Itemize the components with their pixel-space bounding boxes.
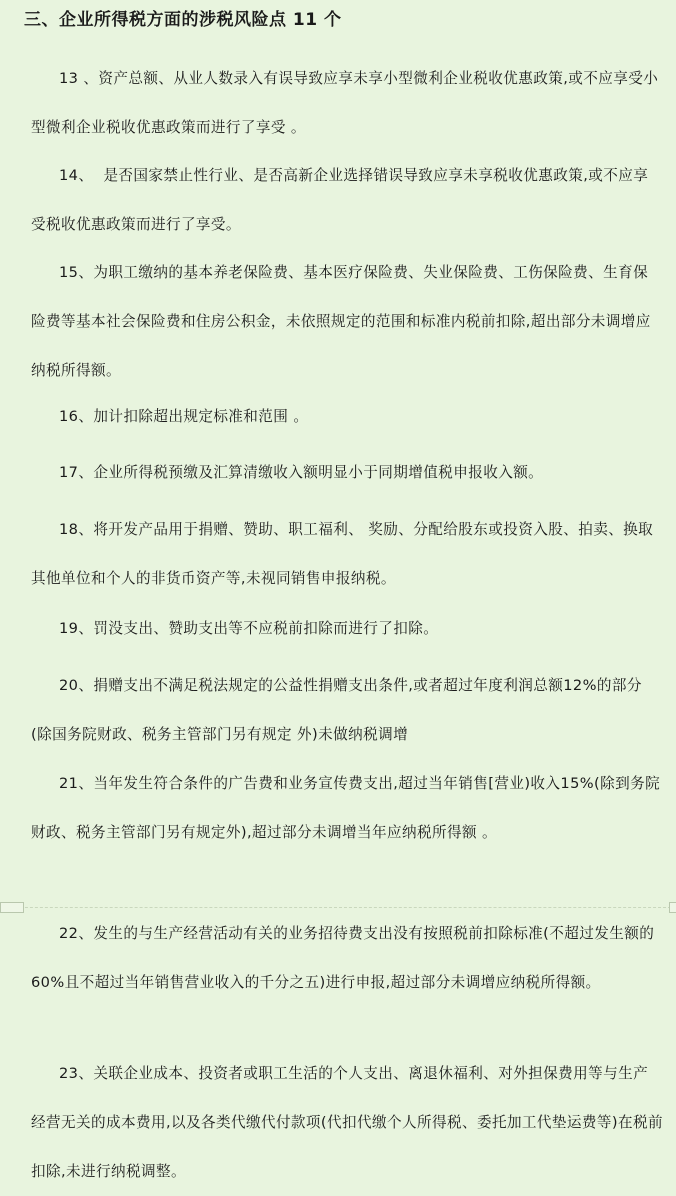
paragraph-19: 19、罚没支出、赞助支出等不应税前扣除而进行了扣除。: [59, 620, 439, 637]
page-margin-marker-left: [0, 902, 24, 913]
paragraph-16: 16、加计扣除超出规定标准和范围 。: [59, 408, 309, 425]
paragraph-21: 21、当年发生符合条件的广告费和业务宣传费支出,超过当年销售[营业)收入15%(除到务院财政、税务主管部门另有规定外),超过部分未调增当年应纳税所得额 。: [31, 775, 661, 841]
paragraph-20: 20、捐赠支出不满足税法规定的公益性捐赠支出条件,或者超过年度利润总额12%的部分 (除国务院财政、税务主管部门另有规定 外)未做纳税调增: [31, 677, 647, 743]
paragraph-17: 17、企业所得税预缴及汇算清缴收入额明显小于同期增值税申报收入额。: [59, 464, 544, 481]
page-margin-marker-right: [669, 902, 676, 913]
paragraph-13: 13 、资产总额、从业人数录入有误导致应享未享小型微利企业税收优惠政策,或不应享受小型微利企业税收优惠政策而进行了享受 。: [31, 70, 659, 136]
paragraph-23: 23、关联企业成本、投资者或职工生活的个人支出、离退休福利、对外担保费用等与生产经营无关的成本费用,以及各类代缴代付款项(代扣代缴个人所得税、委托加工代垫运费等)在税前扣除,未进行纳税调整。: [31, 1065, 663, 1180]
page-break-line: [0, 907, 676, 908]
paragraph-14: 14、 是否国家禁止性行业、是否高新企业选择错误导致应享未享税收优惠政策,或不应享受税收优惠政策而进行了享受。: [31, 167, 649, 233]
paragraph-22: 22、发生的与生产经营活动有关的业务招待费支出没有按照税前扣除标准(不超过发生额的 60%且不超过当年销售营业收入的千分之五)进行申报,超过部分未调增应纳税所得额。: [31, 925, 660, 991]
paragraph-15: 15、为职工缴纳的基本养老保险费、基本医疗保险费、失业保险费、工伤保险费、生育保险费等基本社会保险费和住房公积金，未依照规定的范围和标准内税前扣除,超出部分未调增应纳税所得额。: [31, 264, 651, 379]
paragraph-18: 18、将开发产品用于捐赠、赞助、职工福利、 奖励、分配给股东或投资入股、拍卖、换取其他单位和个人的非货币资产等,未视同销售申报纳税。: [31, 521, 654, 587]
section-heading: 三、企业所得税方面的涉税风险点 11 个: [24, 10, 342, 30]
